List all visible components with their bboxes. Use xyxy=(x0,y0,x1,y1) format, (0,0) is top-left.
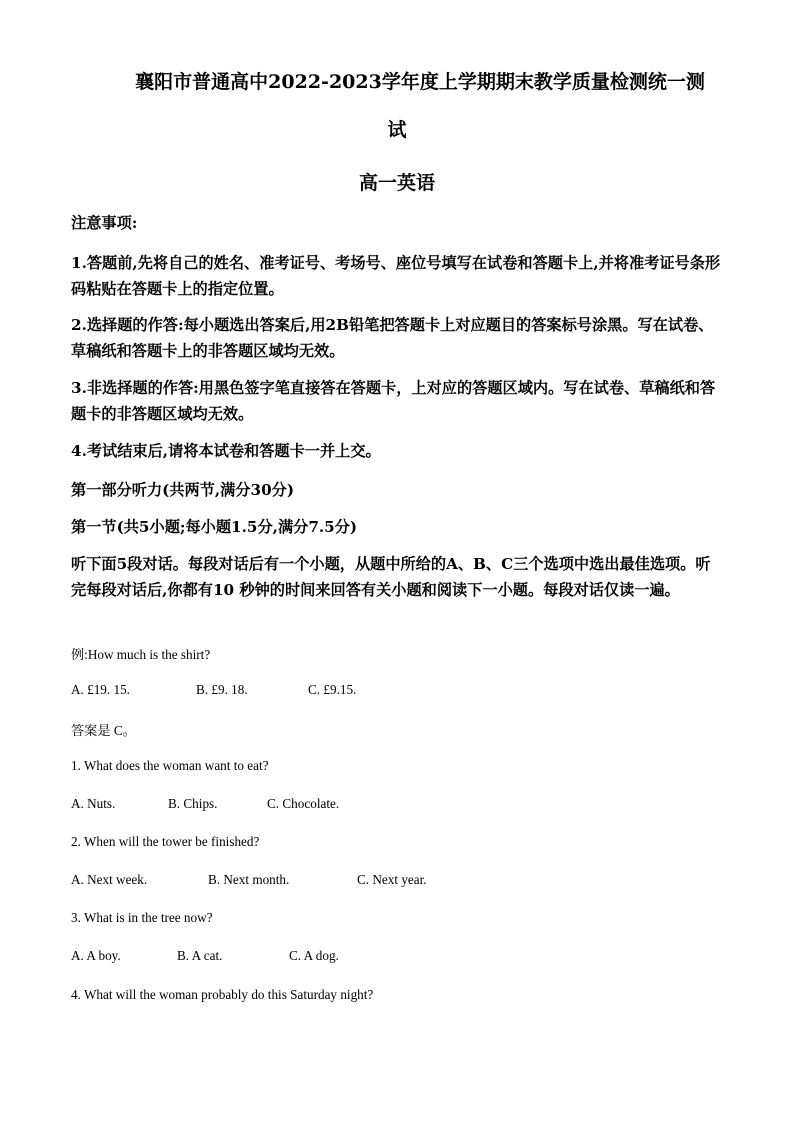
example-option-b: B. £9. 18. xyxy=(196,682,248,697)
section-title: 第一节(共5小题;每小题1.5分,满分7.5分) xyxy=(71,518,358,536)
example-option-c: C. £9.15. xyxy=(308,682,357,697)
q3-option-c: C. A dog. xyxy=(289,948,339,963)
notes-heading: 注意事项: xyxy=(71,214,138,232)
question-4: 4. What will the woman probably do this Saturday night? xyxy=(71,987,374,1002)
note-item-2: 2.选择题的作答:每小题选出答案后,用2B铅笔把答题卡上对应题目的答案标号涂黑。写在试卷、草稿纸和答题卡上的非答题区域均无效。 xyxy=(71,316,714,360)
q1-option-a: A. Nuts. xyxy=(71,796,116,811)
q2-option-a: A. Next week. xyxy=(71,872,148,887)
exam-title-line2: 试 xyxy=(387,119,407,141)
example-answer: 答案是 C。 xyxy=(71,723,136,738)
subject-title: 高一英语 xyxy=(358,172,435,194)
part-title: 第一部分听力(共两节,满分30分) xyxy=(71,481,295,499)
q3-option-a: A. A boy. xyxy=(71,948,121,963)
q1-option-b: B. Chips. xyxy=(168,796,218,811)
example-option-a: A. £19. 15. xyxy=(71,682,130,697)
q2-option-b: B. Next month. xyxy=(208,872,290,887)
note-item-4: 4.考试结束后,请将本试卷和答题卡一并上交。 xyxy=(71,442,381,460)
section-instructions: 听下面5段对话。每段对话后有一个小题，从题中所给的A、B、C三个选项中选出最佳选项。听完每段对话后,你都有10 秒钟的时间来回答有关小题和阅读下一小题。每段对话仅读一遍。 xyxy=(71,555,711,599)
q3-option-b: B. A cat. xyxy=(177,948,223,963)
question-1: 1. What does the woman want to eat? xyxy=(71,758,269,773)
question-2: 2. When will the tower be finished? xyxy=(71,834,260,849)
example-question: 例:How much is the shirt? xyxy=(71,647,211,662)
q1-option-c: C. Chocolate. xyxy=(267,796,340,811)
exam-title-line1: 襄阳市普通高中2022-2023学年度上学期期末教学质量检测统一测 xyxy=(135,71,705,93)
q2-option-c: C. Next year. xyxy=(357,872,427,887)
question-3: 3. What is in the tree now? xyxy=(71,910,213,925)
note-item-1: 1.答题前,先将自己的姓名、准考证号、考场号、座位号填写在试卷和答题卡上,并将准考证号条形码粘贴在答题卡上的指定位置。 xyxy=(71,254,721,298)
note-item-3: 3.非选择题的作答:用黑色签字笔直接答在答题卡，上对应的答题区域内。写在试卷、草稿纸和答题卡的非答题区域均无效。 xyxy=(71,379,716,423)
